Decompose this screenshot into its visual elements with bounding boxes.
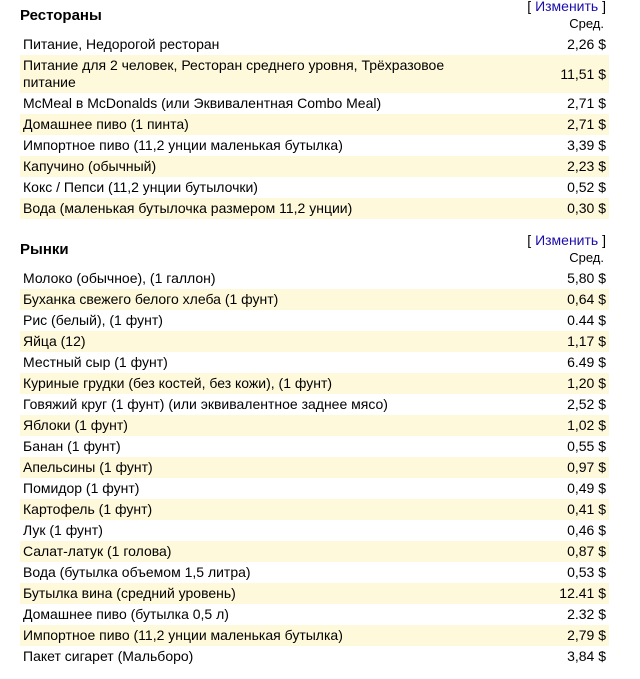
table-row <box>20 268 609 289</box>
table-row <box>20 415 609 436</box>
item-name: Рис (белый), (1 фунт) <box>20 310 496 331</box>
restaurants-title: Рестораны <box>20 7 102 24</box>
item-price: 2,79 $ <box>496 625 609 646</box>
table-row <box>20 541 609 562</box>
item-price: 0,49 $ <box>496 478 609 499</box>
restaurants-avg-header: Сред. <box>569 16 604 31</box>
table-row <box>20 352 609 373</box>
table-row <box>20 457 609 478</box>
table-row <box>20 34 609 55</box>
item-price: 2,71 $ <box>496 114 609 135</box>
item-name: McMeal в McDonalds (или Эквивалентная Combo Meal) <box>20 93 496 114</box>
table-row <box>20 289 609 310</box>
table-row <box>20 604 609 625</box>
item-price: 11,51 $ <box>496 55 609 93</box>
item-name: Помидор (1 фунт) <box>20 478 496 499</box>
item-name: Импортное пиво (11,2 унции маленькая бутылка) <box>20 625 496 646</box>
item-price: 2,71 $ <box>496 93 609 114</box>
item-price: 0,55 $ <box>496 436 609 457</box>
item-price: 2,26 $ <box>496 34 609 55</box>
item-name: Вода (бутылка объемом 1,5 литра) <box>20 562 496 583</box>
table-row <box>20 394 609 415</box>
item-price: 1,20 $ <box>496 373 609 394</box>
item-name: Пакет сигарет (Мальборо) <box>20 646 496 667</box>
item-price: 5,80 $ <box>496 268 609 289</box>
bracket-open: [ <box>527 0 532 14</box>
table-row <box>20 55 609 93</box>
item-name: Апельсины (1 фунт) <box>20 457 496 478</box>
item-price: 0,46 $ <box>496 520 609 541</box>
item-price: 3,84 $ <box>496 646 609 667</box>
markets-change-link-wrap <box>527 232 606 248</box>
table-row <box>20 156 609 177</box>
table-row <box>20 135 609 156</box>
item-name: Бутылка вина (средний уровень) <box>20 583 496 604</box>
item-price: 0,53 $ <box>496 562 609 583</box>
item-price: 0,30 $ <box>496 198 609 219</box>
table-row <box>20 520 609 541</box>
item-price: 0,52 $ <box>496 177 609 198</box>
item-price: 2,52 $ <box>496 394 609 415</box>
item-name: Импортное пиво (11,2 унции маленькая бутылка) <box>20 135 496 156</box>
markets-change-link[interactable]: Изменить <box>535 232 599 248</box>
markets-title: Рынки <box>20 241 69 258</box>
markets-table <box>20 268 609 667</box>
item-name: Капучино (обычный) <box>20 156 496 177</box>
restaurants-change-link[interactable]: Изменить <box>535 0 599 14</box>
item-price: 12.41 $ <box>496 583 609 604</box>
item-price: 3,39 $ <box>496 135 609 156</box>
item-price: 0,64 $ <box>496 289 609 310</box>
item-name: Питание для 2 человек, Ресторан среднего уровня, Трёхразовое питание <box>20 55 496 93</box>
item-name: Банан (1 фунт) <box>20 436 496 457</box>
table-row <box>20 373 609 394</box>
item-price: 2,23 $ <box>496 156 609 177</box>
item-name: Куриные грудки (без костей, без кожи), (1 фунт) <box>20 373 496 394</box>
table-row <box>20 562 609 583</box>
table-row <box>20 177 609 198</box>
table-row <box>20 436 609 457</box>
item-name: Местный сыр (1 фунт) <box>20 352 496 373</box>
item-price: 1,17 $ <box>496 331 609 352</box>
table-row <box>20 583 609 604</box>
restaurants-change-link-wrap <box>527 0 606 14</box>
item-name: Картофель (1 фунт) <box>20 499 496 520</box>
item-price: 0,87 $ <box>496 541 609 562</box>
item-name: Домашнее пиво (бутылка 0,5 л) <box>20 604 496 625</box>
item-price: 0,97 $ <box>496 457 609 478</box>
item-name: Питание, Недорогой ресторан <box>20 34 496 55</box>
item-name: Молоко (обычное), (1 галлон) <box>20 268 496 289</box>
item-name: Вода (маленькая бутылочка размером 11,2 унции) <box>20 198 496 219</box>
item-name: Яйца (12) <box>20 331 496 352</box>
restaurants-table <box>20 34 609 219</box>
item-name: Говяжий круг (1 фунт) (или эквивалентное заднее мясо) <box>20 394 496 415</box>
item-price: 1,02 $ <box>496 415 609 436</box>
item-name: Лук (1 фунт) <box>20 520 496 541</box>
table-row <box>20 310 609 331</box>
bracket-close: ] <box>602 0 606 14</box>
item-name: Буханка свежего белого хлеба (1 фунт) <box>20 289 496 310</box>
item-name: Кокс / Пепси (11,2 унции бутылочки) <box>20 177 496 198</box>
table-row <box>20 499 609 520</box>
item-name: Домашнее пиво (1 пинта) <box>20 114 496 135</box>
markets-avg-header: Сред. <box>569 250 604 265</box>
table-row <box>20 198 609 219</box>
item-price: 0.44 $ <box>496 310 609 331</box>
table-row <box>20 331 609 352</box>
table-row <box>20 478 609 499</box>
item-price: 2.32 $ <box>496 604 609 625</box>
table-row <box>20 114 609 135</box>
item-price: 0,41 $ <box>496 499 609 520</box>
item-name: Салат-латук (1 голова) <box>20 541 496 562</box>
table-row <box>20 93 609 114</box>
bracket-close: ] <box>602 232 606 248</box>
bracket-open: [ <box>527 232 532 248</box>
item-name: Яблоки (1 фунт) <box>20 415 496 436</box>
item-price: 6.49 $ <box>496 352 609 373</box>
table-row <box>20 625 609 646</box>
table-row <box>20 646 609 667</box>
